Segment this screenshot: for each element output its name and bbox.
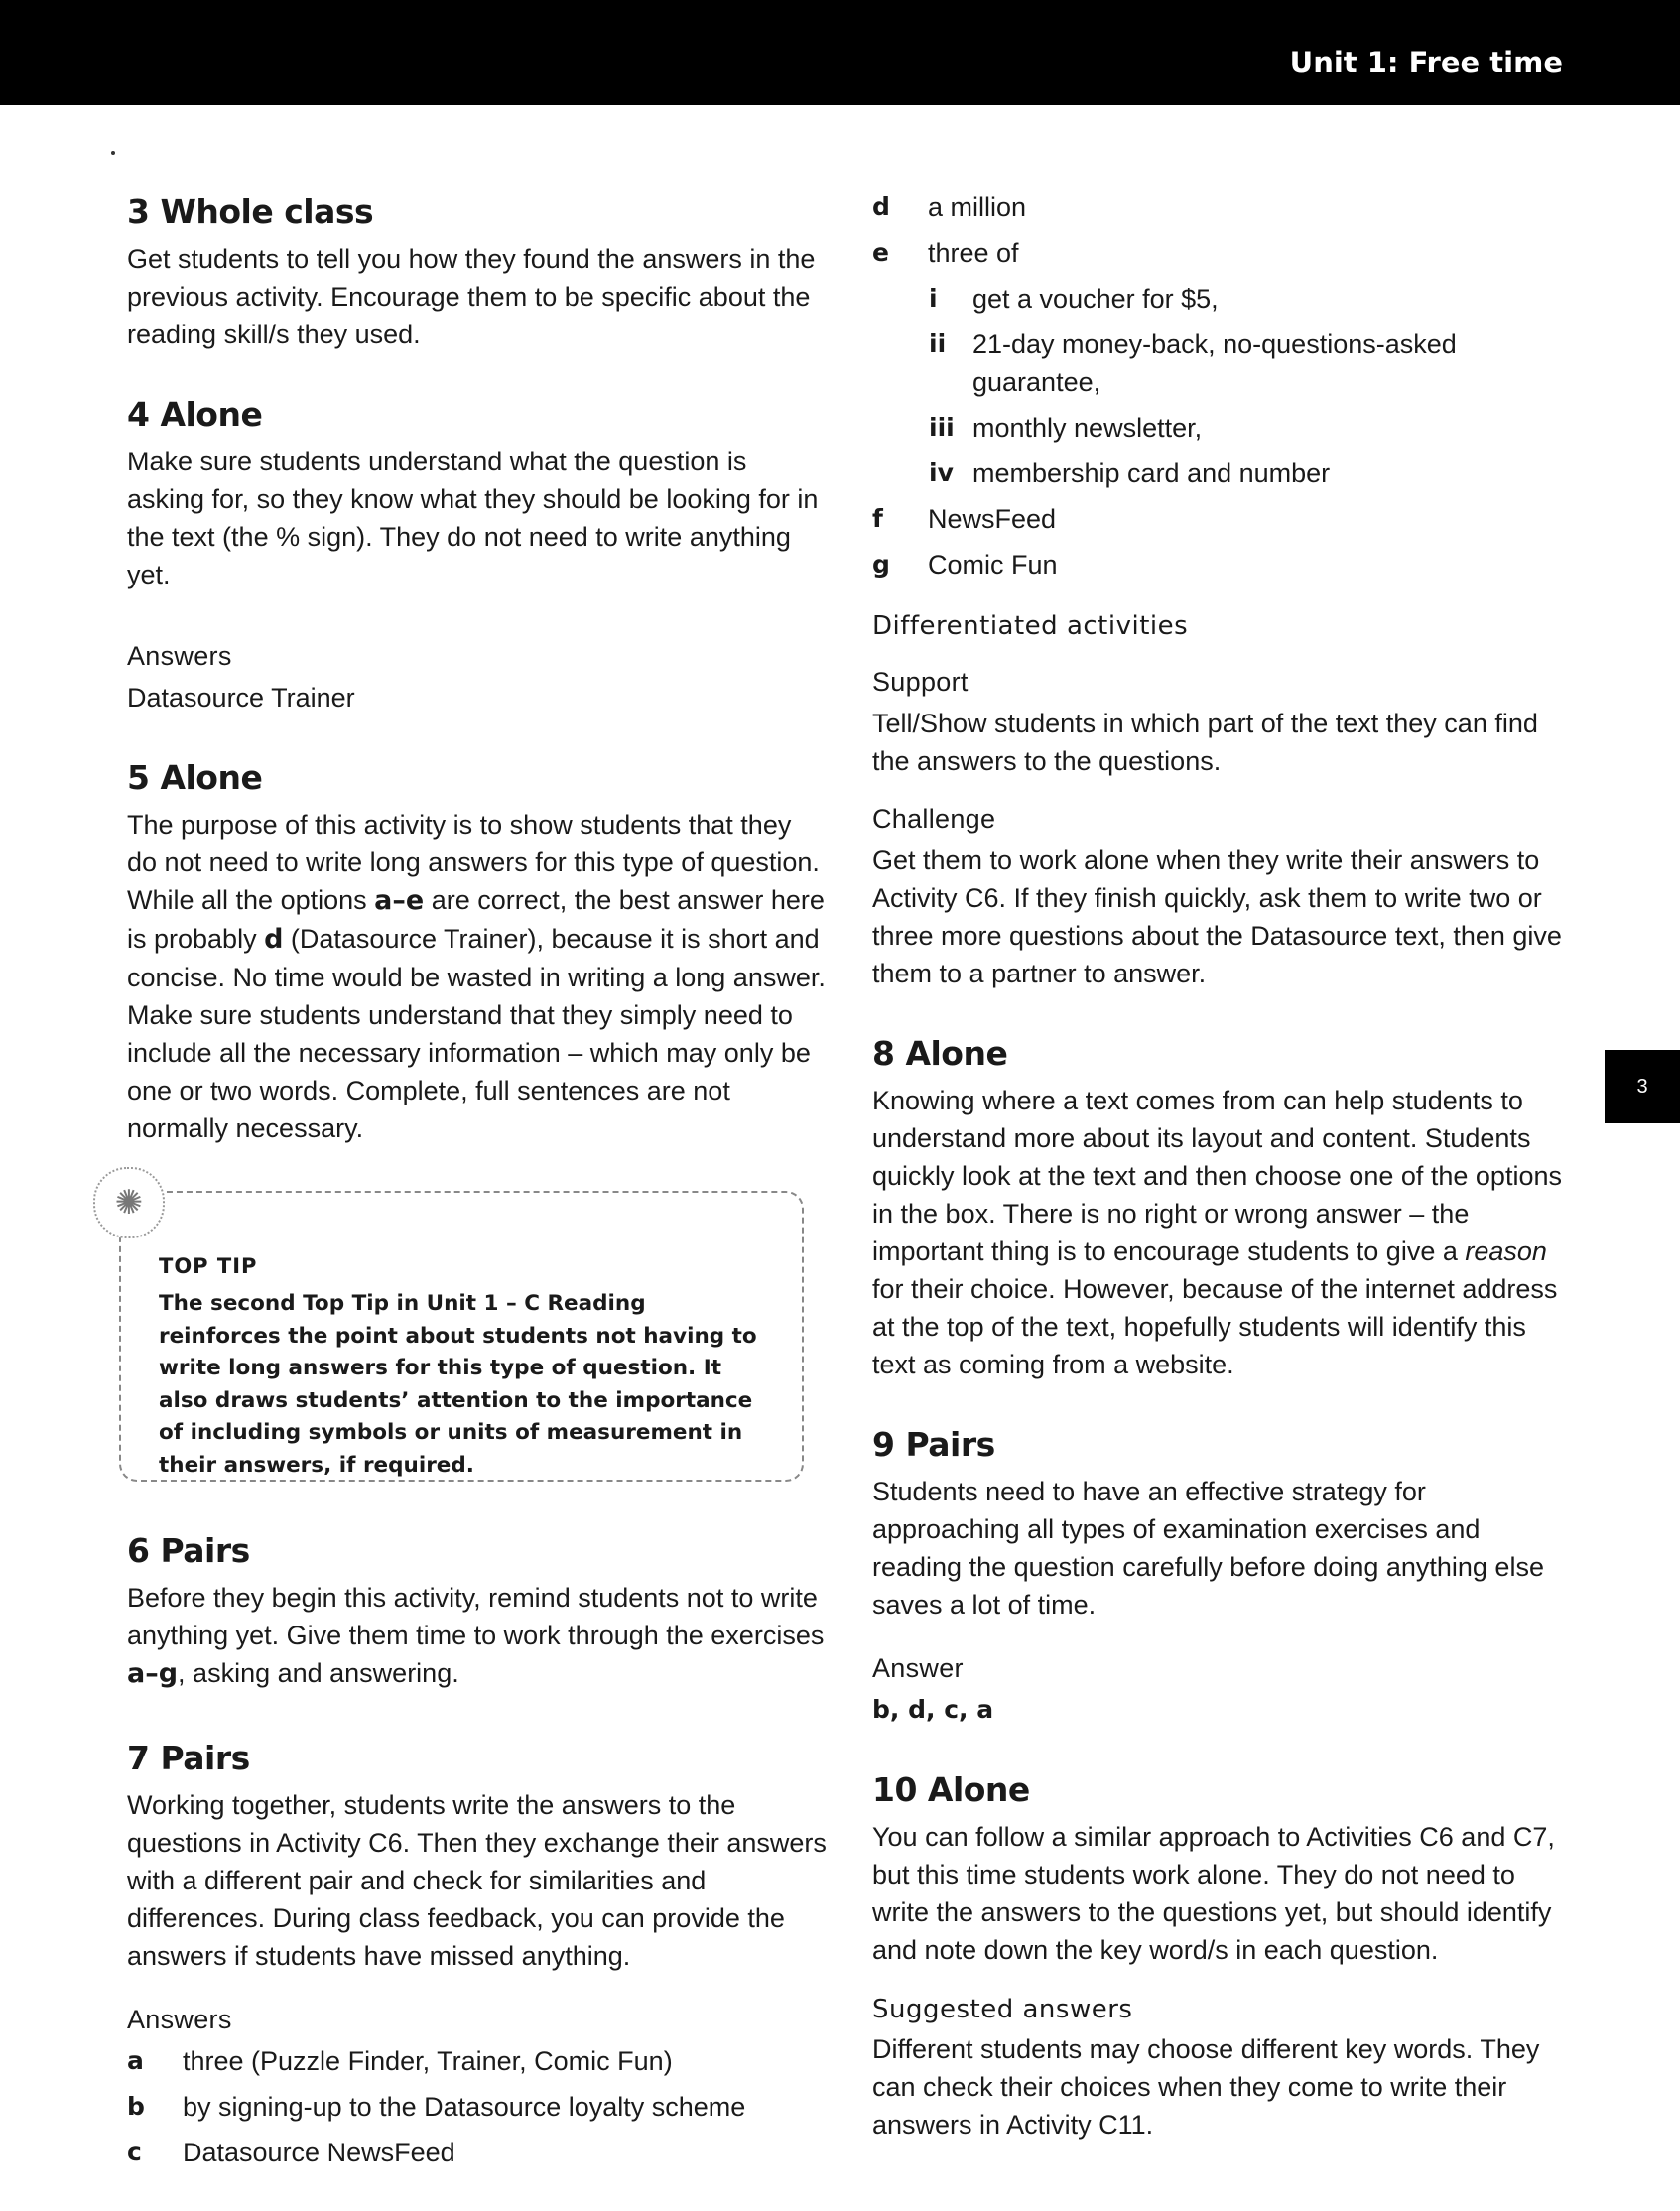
answer-label: Answer [872, 1653, 964, 1683]
section-heading: 5 Alone [127, 758, 263, 797]
section-heading: 6 Pairs [127, 1531, 250, 1570]
lightbulb-icon: ✺ [93, 1167, 165, 1238]
list-item: a three (Puzzle Finder, Trainer, Comic Fun) [127, 2046, 673, 2076]
answer-text: Datasource Trainer [127, 683, 355, 713]
section-10 [872, 1768, 1572, 2144]
answers-list-continued [872, 189, 1572, 272]
answers-list-end [872, 500, 1572, 584]
challenge-text: Get them to work alone when they write their answers to Activity C6. If they finish quickly, ask them to write two or three more questions about the Datasource text, then give them to a partner to answer. [872, 845, 1562, 988]
section-3 [127, 191, 828, 353]
top-tip-text: The second Top Tip in Unit 1 – C Reading reinforces the point about students not having to write long answers for this type of question. It also draws students’ attention to the importance of including symbols or units of measurement in their answers, if required. [159, 1291, 757, 1478]
suggested-text: Different students may choose different key words. They can check their choices when they come to write their answers in Activity C11. [872, 2034, 1540, 2140]
challenge-label: Challenge [872, 804, 996, 834]
list-item: c Datasource NewsFeed [127, 2138, 455, 2167]
list-item: g Comic Fun [872, 550, 1058, 580]
list-item: b by signing-up to the Datasource loyalty scheme [127, 2092, 746, 2122]
support-text: Tell/Show students in which part of the text they can find the answers to the questions. [872, 709, 1538, 776]
section-heading: 4 Alone [127, 395, 263, 434]
list-item: d a million [872, 193, 1027, 222]
section-heading: 9 Pairs [872, 1425, 995, 1464]
answer-text: b, d, c, a [872, 1695, 994, 1724]
list-item: e three of [872, 238, 1019, 268]
stray-mark [111, 151, 115, 155]
section-text: Knowing where a text comes from can help students to understand more about its layout and content. Students quickly look at the text and then choose one of the options in the box. There is no right or wrong answer – the important thing is to encourage students to give a reason for their choice. However, because of the internet address at the top of the text, hopefully students will identify this text as coming from a website. [872, 1086, 1562, 1379]
section-text: The purpose of this activity is to show students that they do not need to write long answers for this type of question. While all the options a–e are correct, the best answer here is probably d (Datasource Trainer), because it is short and concise. No time would be wasted in writing a long answer. Make sure students understand that they simply need to include all the necessary information – which may only be one or two words. Complete, full sentences are not normally necessary. [127, 810, 826, 1143]
section-4 [127, 393, 828, 716]
unit-title: Unit 1: Free time [1289, 46, 1563, 79]
section-text: Get students to tell you how they found the answers in the previous activity. Encourage them to be specific about the reading skill/s they used. [127, 244, 816, 349]
section-5 [127, 756, 828, 1147]
top-tip-box [114, 1184, 804, 1482]
section-text: Make sure students understand what the question is asking for, so they know what they should be looking for in the text (the % sign). They do not need to write anything yet. [127, 447, 819, 589]
section-text: Before they begin this activity, remind students not to write anything yet. Give them time to work through the exercises a–g, asking and answering. [127, 1583, 825, 1689]
sub-list-item: iv membership card and number [929, 458, 1331, 488]
section-heading: 3 Whole class [127, 193, 374, 231]
sub-list-item: iii monthly newsletter, [929, 413, 1203, 443]
list-item: f NewsFeed [872, 504, 1057, 534]
section-text: Working together, students write the answers to the questions in Activity C6. Then they exchange their answers with a different pair and check for similarities and differences. During class feedback, you can provide the answers if students have missed anything. [127, 1790, 827, 1971]
section-text: You can follow a similar approach to Activities C6 and C7, but this time students work alone. They do not need to write the answers to the questions yet, but should identify and note down the key word/s in each question. [872, 1822, 1555, 1965]
top-tip-title: TOP TIP [159, 1254, 258, 1278]
page-tab: 3 [1605, 1050, 1680, 1123]
answers-label: Answers [127, 641, 232, 671]
section-9 [872, 1423, 1572, 1729]
answers-label: Answers [127, 2005, 232, 2034]
suggested-label: Suggested answers [872, 1995, 1133, 2024]
left-column [114, 191, 828, 2211]
section-6 [127, 1529, 828, 1693]
section-heading: 7 Pairs [127, 1739, 250, 1777]
sub-list-item: i get a voucher for $5, [929, 284, 1219, 314]
section-7 [127, 1737, 828, 2171]
differentiated-activities [872, 607, 1572, 992]
section-8 [872, 1032, 1572, 1383]
section-text: Students need to have an effective strategy for approaching all types of examination exercises and reading the question carefully before doing anything else saves a lot of time. [872, 1477, 1544, 1620]
support-label: Support [872, 667, 969, 697]
section-heading: 10 Alone [872, 1770, 1030, 1809]
section-heading: 8 Alone [872, 1034, 1008, 1073]
sub-list-item: ii 21-day money-back, no-questions-asked guarantee, [929, 329, 1457, 397]
header-bar [0, 0, 1680, 105]
right-column [872, 189, 1572, 2183]
diff-heading: Differentiated activities [872, 611, 1189, 641]
sub-list [872, 280, 1572, 492]
answers-list [127, 2042, 828, 2171]
